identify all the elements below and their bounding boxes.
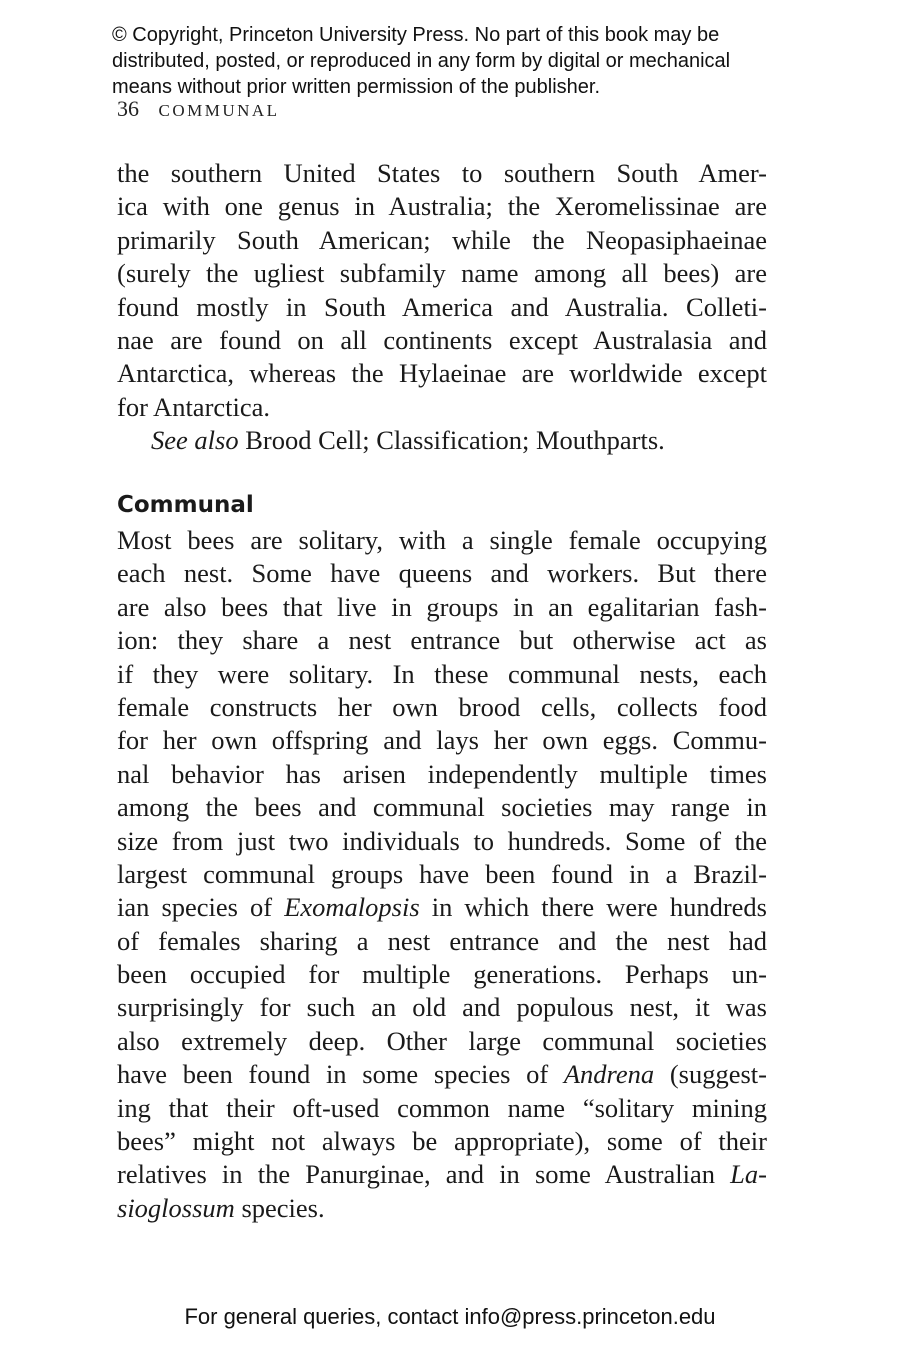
footer-contact: For general queries, contact info@press.princeton.edu: [184, 1304, 716, 1329]
text-line: [117, 891, 767, 924]
see-also-line: [117, 424, 767, 457]
text-line: nal behavior has arisen independently multiple times: [117, 758, 767, 789]
text-segment: in which there were hundreds: [419, 892, 767, 923]
text-line: [117, 1058, 767, 1091]
copyright-line: means without prior written permission of the publisher.: [112, 76, 601, 98]
text-line: found mostly in South America and Australia. Colleti-: [117, 291, 767, 322]
taxon-name: sioglossum: [117, 1192, 235, 1223]
text-line: been occupied for multiple generations. Perhaps un-: [117, 959, 767, 990]
text-line: nae are found on all continents except Australasia and: [117, 324, 767, 355]
running-head-section: COMMUNAL: [158, 101, 280, 120]
text-segment: have been found in some species of: [117, 1059, 564, 1090]
text-line: (surely the ugliest subfamily name among all bees) are: [117, 258, 767, 289]
taxon-name: Andrena: [563, 1059, 655, 1090]
text-line: [117, 1158, 767, 1191]
text-line: bees” might not always be appropriate), some of their: [117, 1126, 767, 1157]
text-segment: relatives in the Panurginae, and in some Australian: [117, 1159, 731, 1190]
entry-text: [117, 524, 767, 1225]
text-line: Antarctica, whereas the Hylaeinae are worldwide except: [117, 358, 767, 389]
text-line: ing that their oft-used common name “solitary mining: [117, 1092, 767, 1123]
text-line: ion: they share a nest entrance but otherwise act as: [117, 625, 767, 656]
text-line: size from just two individuals to hundreds. Some of the: [117, 825, 767, 856]
text-line: largest communal groups have been found in a Brazil-: [117, 858, 767, 889]
text-segment: (suggest-: [654, 1059, 767, 1090]
copyright-notice: [112, 22, 812, 100]
see-also-label: See also: [151, 425, 239, 456]
text-line: if they were solitary. In these communal nests, each: [117, 658, 767, 689]
text-line: also extremely deep. Other large communal societies: [117, 1025, 767, 1056]
text-line: surprisingly for such an old and populous nest, it was: [117, 992, 767, 1023]
text-segment: ian species of: [117, 892, 285, 923]
text-line: each nest. Some have queens and workers. But there: [117, 558, 767, 589]
copyright-line: distributed, posted, or reproduced in any form by digital or mechanical: [112, 50, 731, 72]
entry-heading: Communal: [117, 492, 254, 518]
text-line: for Antarctica.: [117, 391, 271, 422]
text-line: for her own offspring and lays her own eggs. Commu-: [117, 725, 767, 756]
text-line: Most bees are solitary, with a single female occupying: [117, 525, 767, 555]
text-line: [117, 1192, 767, 1225]
taxon-name: Exomalopsis: [284, 892, 420, 923]
text-line: primarily South American; while the Neopasiphaeinae: [117, 224, 767, 255]
text-segment: species.: [234, 1192, 325, 1223]
text-line: of females sharing a nest entrance and the nest had: [117, 925, 767, 956]
text-line: are also bees that live in groups in an egalitarian fash-: [117, 591, 767, 622]
running-head: [117, 96, 280, 122]
copyright-line: © Copyright, Princeton University Press. No part of this book may be: [112, 24, 720, 46]
see-also-text: Brood Cell; Classification; Mouthparts.: [238, 425, 665, 456]
text-line: ica with one genus in Australia; the Xeromelissinae are: [117, 191, 767, 222]
page-number: 36: [117, 96, 139, 121]
previous-entry-text: [117, 157, 767, 458]
text-line: the southern United States to southern South Amer-: [117, 158, 767, 188]
text-line: female constructs her own brood cells, collects food: [117, 691, 767, 722]
text-line: among the bees and communal societies may range in: [117, 792, 767, 823]
taxon-name: La-: [730, 1159, 767, 1190]
